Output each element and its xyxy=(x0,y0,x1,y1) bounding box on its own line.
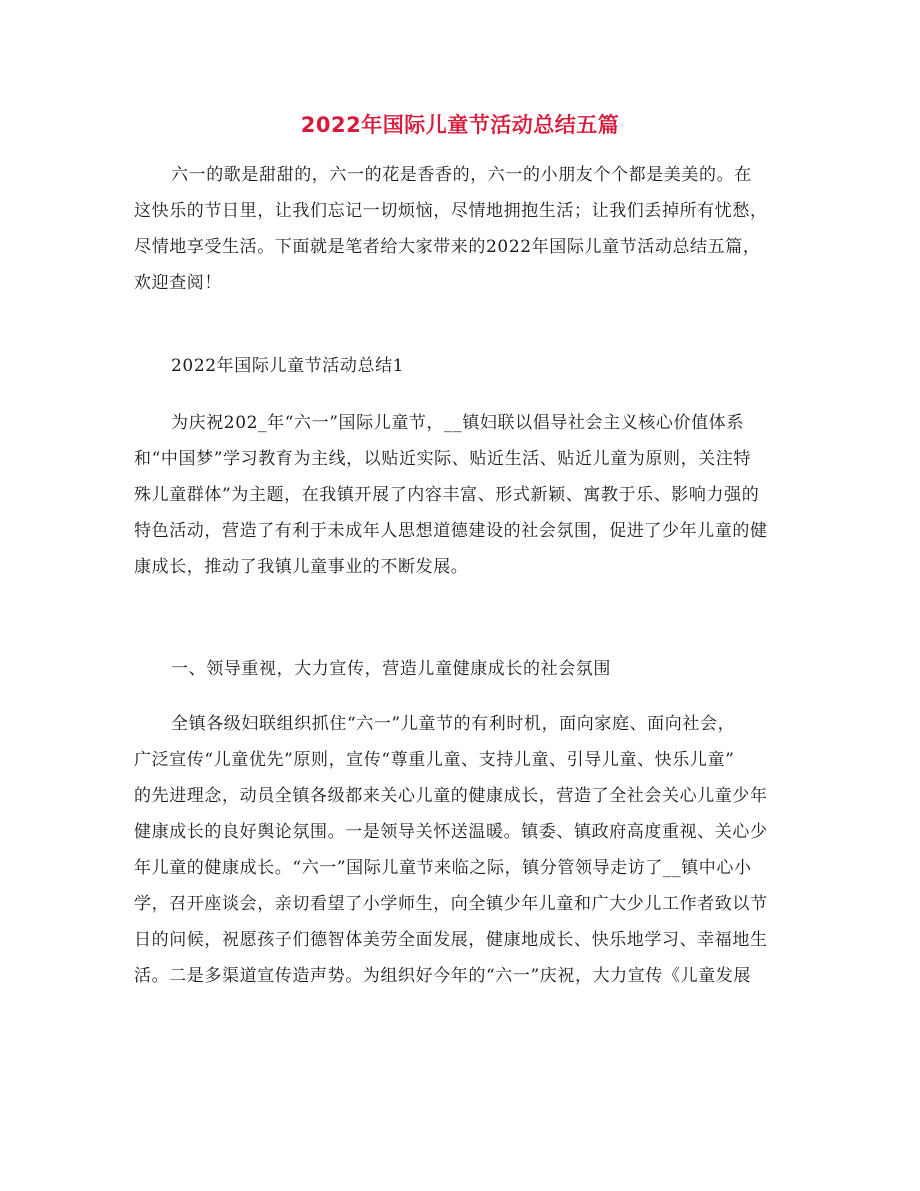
text-line: 活。二是多渠道宣传造声势。为组织好今年的“六一”庆祝，大力宣传《儿童发展 xyxy=(134,966,751,986)
text-line: 日的问候，祝愿孩子们德智体美劳全面发展，健康地成长、快乐地学习、幸福地生 xyxy=(134,930,768,950)
section-heading xyxy=(134,348,786,384)
text-line: 和“中国梦”学习教育为主线，以贴近实际、贴近生活、贴近儿童为原则，关注特 xyxy=(134,449,751,469)
subheading-text: 一、领导重视，大力宣传，营造儿童健康成长的社会氛围 xyxy=(171,659,611,679)
text-line: 广泛宣传“儿童优先”原则，宣传“尊重儿童、支持儿童、引导儿童、快乐儿童” xyxy=(134,750,735,770)
text-line: 的先进理念，动员全镇各级都来关心儿童的健康成长，营造了全社会关心儿童少年 xyxy=(134,786,768,806)
text-line: 学，召开座谈会，亲切看望了小学师生，向全镇少年儿童和广大少儿工作者致以节 xyxy=(134,894,768,914)
intro-paragraph xyxy=(134,157,786,301)
text-line: 殊儿童群体”为主题，在我镇开展了内容丰富、形式新颖、寓教于乐、影响力强的 xyxy=(134,485,760,505)
text-line: 健康成长的良好舆论氛围。一是领导关怀送温暖。镇委、镇政府高度重视、关心少 xyxy=(134,822,768,842)
document-title: 2022年国际儿童节活动总结五篇 xyxy=(300,113,620,137)
text-line: 为庆祝202_年“六一”国际儿童节，__镇妇联以倡导社会主义核心价值体系 xyxy=(171,413,744,433)
text-line: 尽情地享受生活。下面就是笔者给大家带来的2022年国际儿童节活动总结五篇， xyxy=(134,237,761,257)
text-line: 这快乐的节日里，让我们忘记一切烦恼，尽情地拥抱生活；让我们丢掉所有忧愁， xyxy=(134,201,768,221)
text-line: 康成长，推动了我镇儿童事业的不断发展。 xyxy=(134,557,469,577)
body-paragraph-2 xyxy=(134,706,786,994)
text-line: 全镇各级妇联组织抓住“六一”儿童节的有利时机，面向家庭、面向社会， xyxy=(171,714,736,734)
text-line: 六一的歌是甜甜的，六一的花是香香的，六一的小朋友个个都是美美的。在 xyxy=(171,165,752,185)
subheading xyxy=(134,651,786,687)
section-heading-text: 2022年国际儿童节活动总结1 xyxy=(171,356,405,376)
body-paragraph-1 xyxy=(134,405,786,585)
text-line: 特色活动，营造了有利于未成年人思想道德建设的社会氛围，促进了少年儿童的健 xyxy=(134,521,768,541)
text-line: 年儿童的健康成长。“六一”国际儿童节来临之际，镇分管领导走访了__镇中心小 xyxy=(134,858,752,878)
text-line: 欢迎查阅！ xyxy=(134,273,222,293)
